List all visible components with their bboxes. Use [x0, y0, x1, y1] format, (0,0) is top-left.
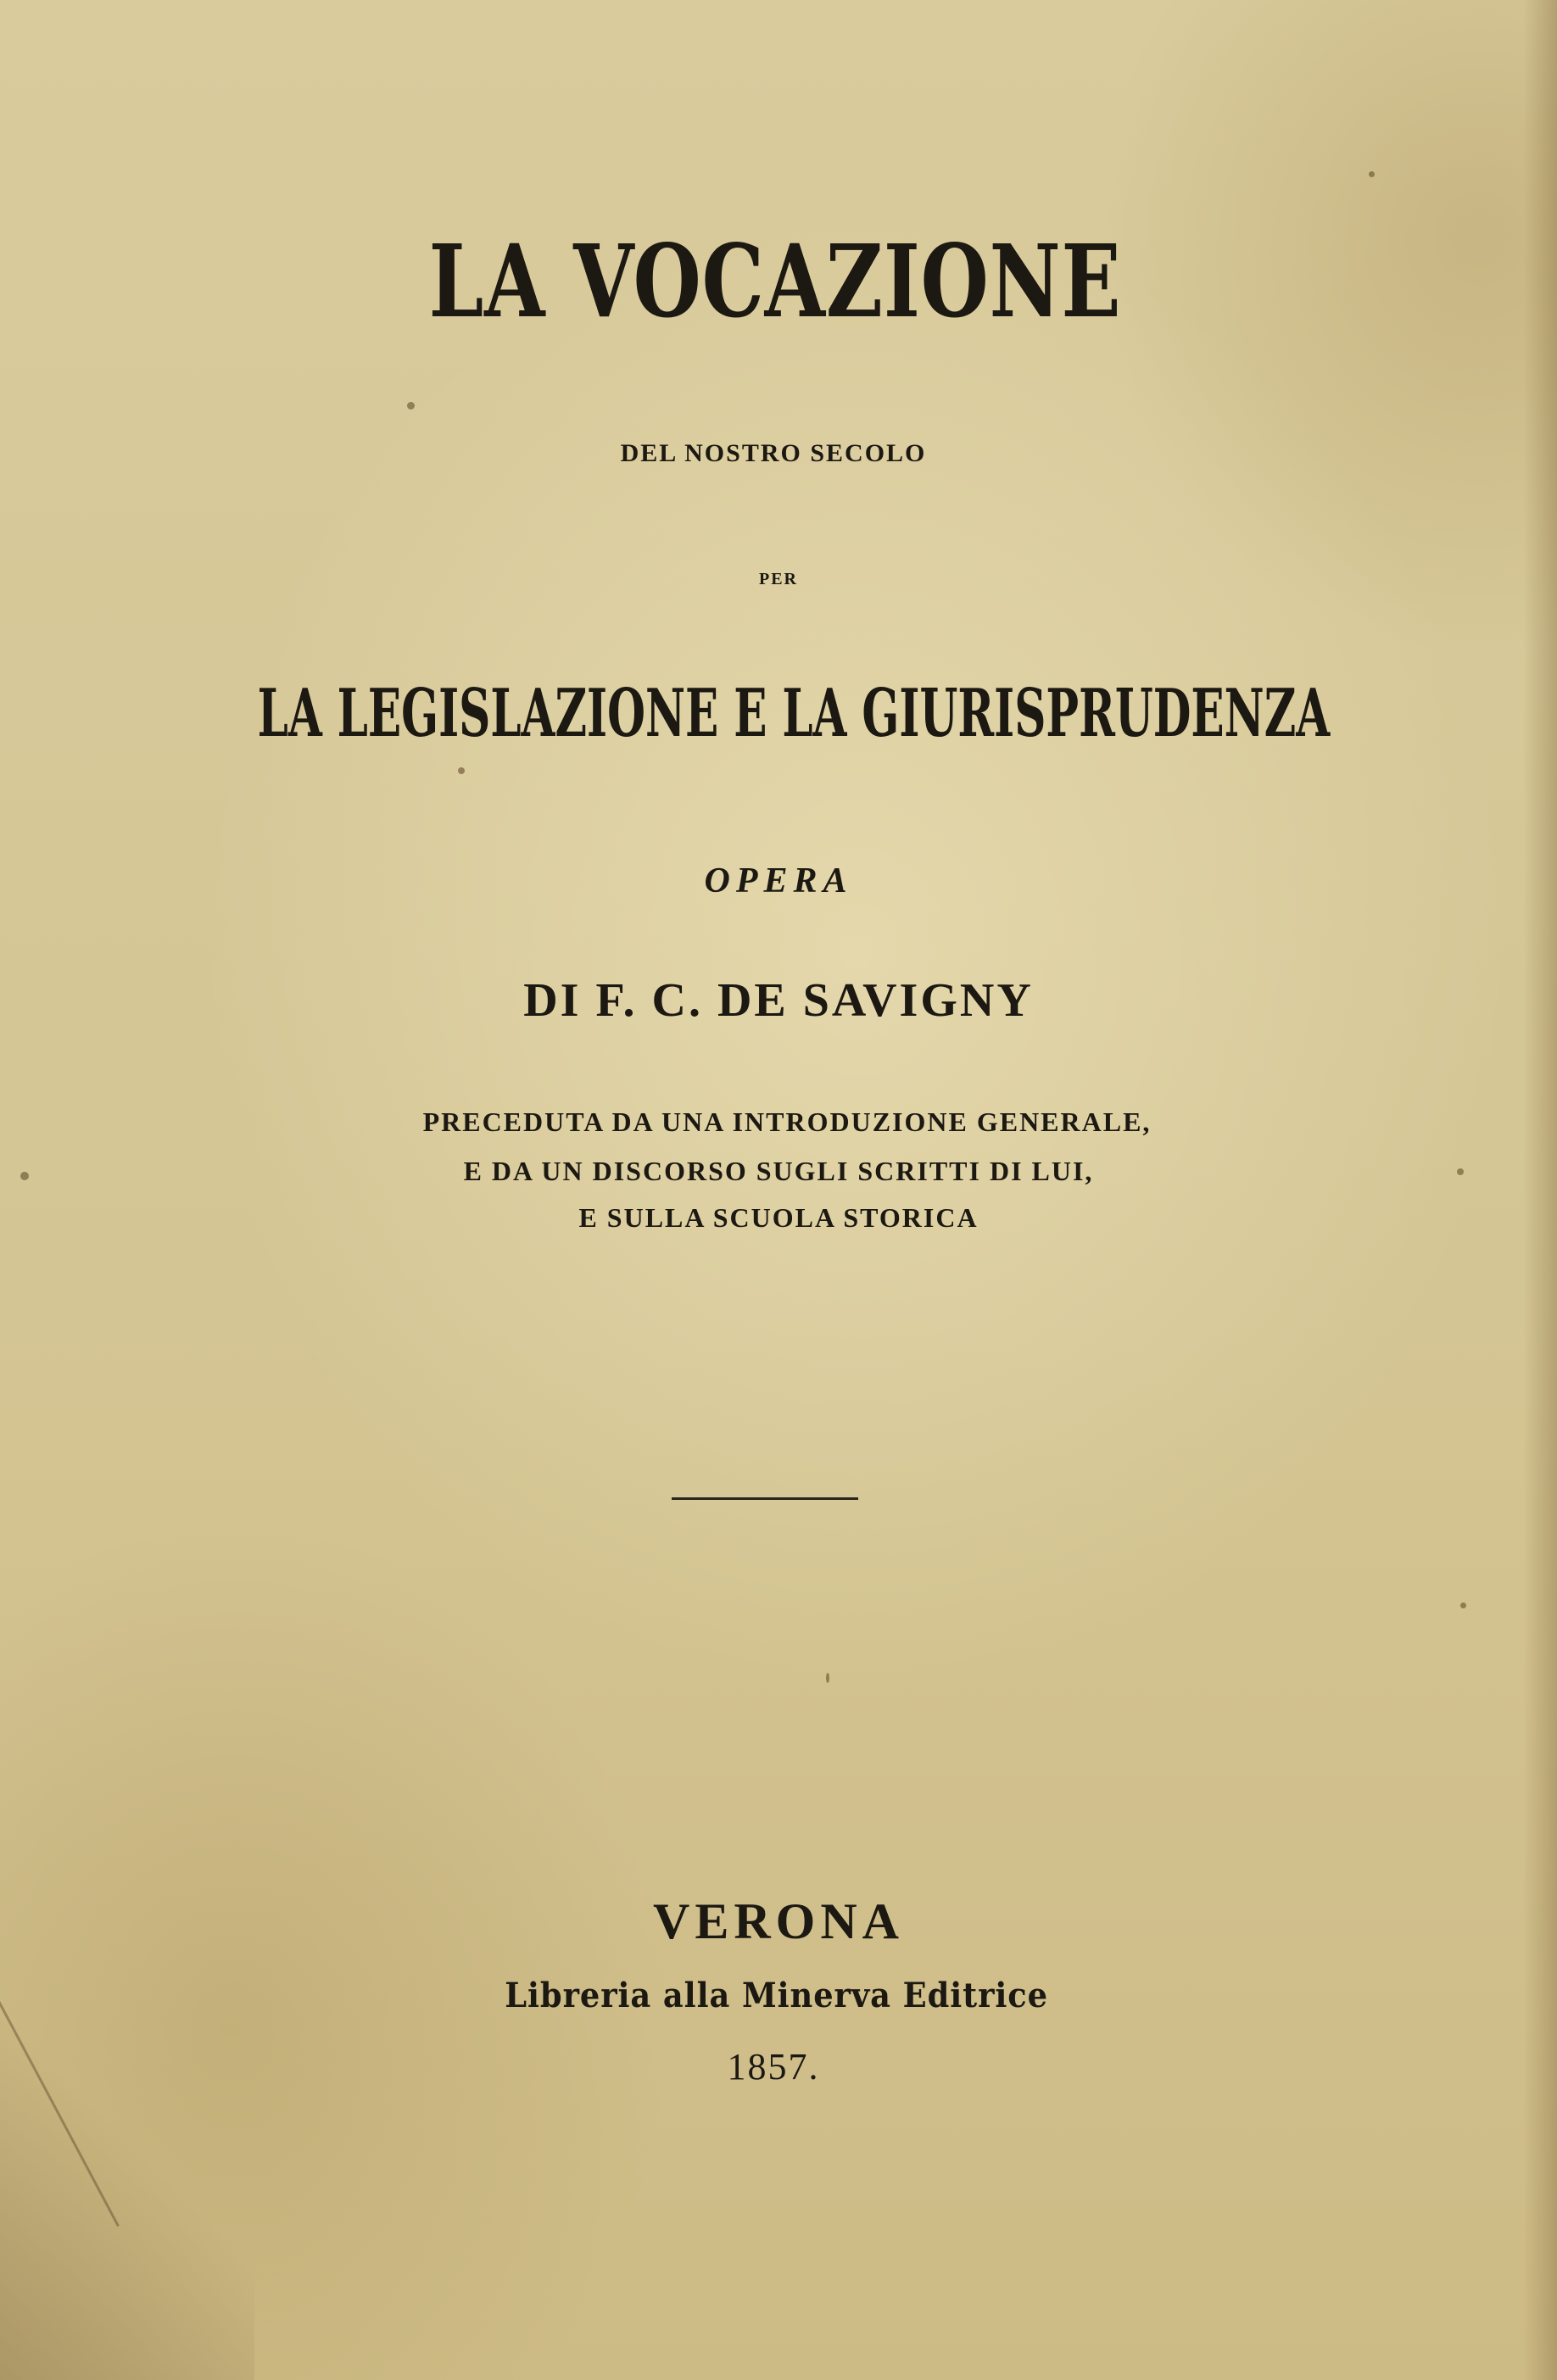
- foxing-spot: [1369, 171, 1375, 177]
- foxing-spot: [1460, 1602, 1466, 1608]
- imprint-year: 1857.: [727, 2046, 820, 2087]
- foxing-spot: [407, 402, 415, 410]
- imprint-place: VERONA: [652, 1893, 904, 1949]
- divider-rule: [672, 1497, 858, 1500]
- book-title: LA VOCAZIONE: [428, 222, 1122, 340]
- page-edge-shadow: [1523, 0, 1557, 2380]
- preface-line: PRECEDUTA DA UNA INTRODUZIONE GENERALE,: [422, 1106, 1152, 1137]
- work-label: OPERA: [704, 861, 853, 900]
- connector-word: PER: [759, 570, 798, 588]
- foxing-spot: [458, 767, 465, 774]
- imprint-publisher: Libreria alla Minerva Editrice: [505, 1976, 1048, 2015]
- preface-line: E SULLA SCUOLA STORICA: [578, 1202, 979, 1233]
- book-subtitle: DEL NOSTRO SECOLO: [620, 439, 927, 467]
- author-line: DI F. C. DE SAVIGNY: [523, 974, 1034, 1027]
- preface-line: E DA UN DISCORSO SUGLI SCRITTI DI LUI,: [463, 1156, 1094, 1186]
- foxing-spot: [826, 1673, 829, 1683]
- book-subject: LA LEGISLAZIONE E LA GIURISPRUDENZA: [257, 675, 1331, 752]
